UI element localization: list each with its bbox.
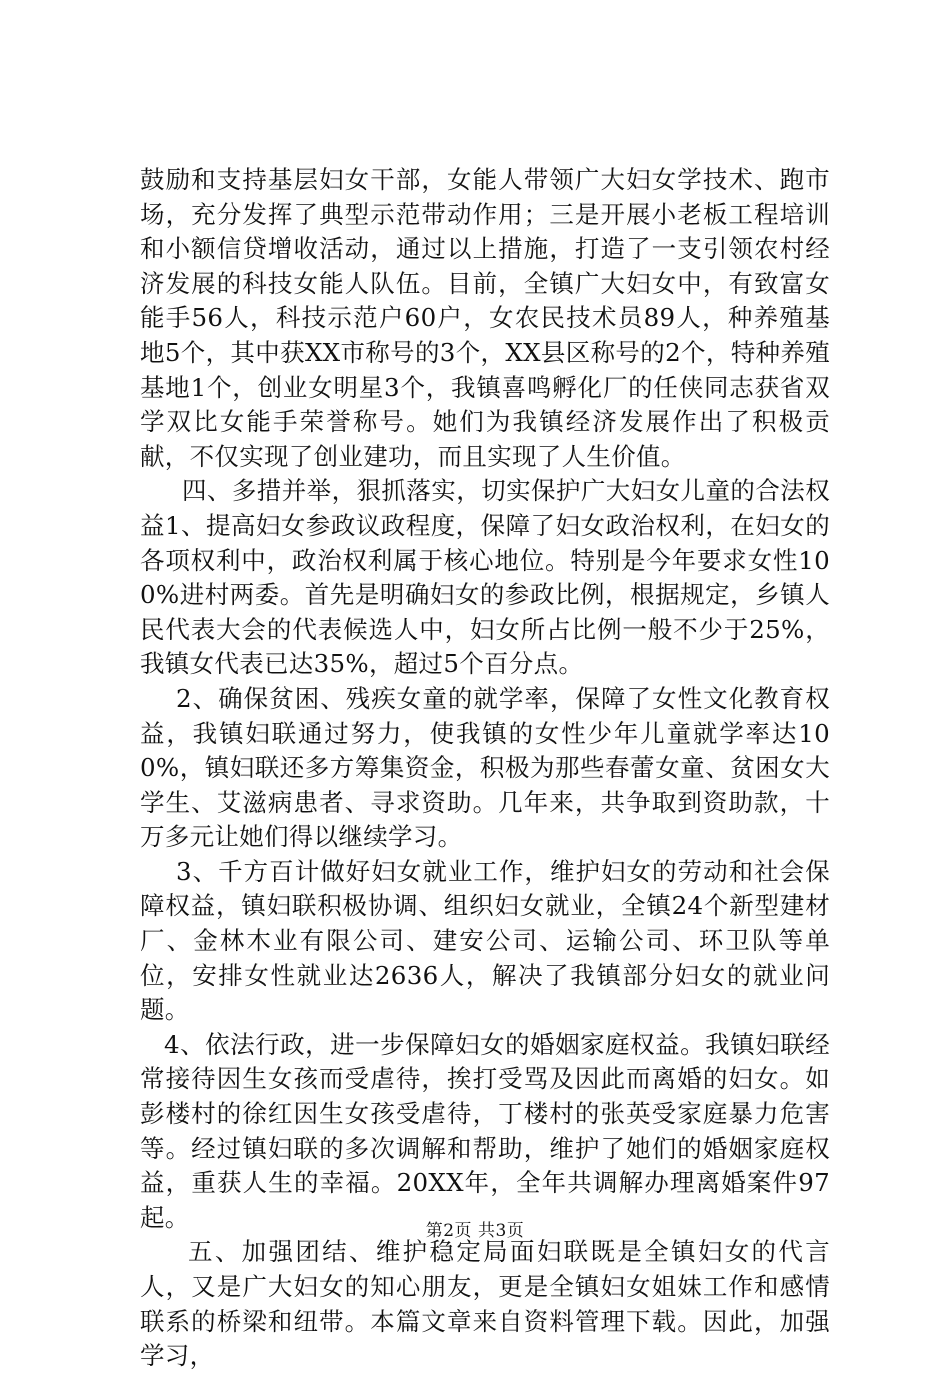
paragraph-girls-education: 2、确保贫困、残疾女童的就学率，保障了女性文化教育权益，我镇妇联通过努力，使我镇的女性少年儿童就学率达100%，镇妇联还多方筹集资金，积极为那些春蕾女童、贫困女大学生、艾滋病患者、寻求资助。几年来，共争取到资助款，十万多元让她们得以继续学习。 bbox=[140, 683, 830, 852]
page-number-footer: 第2页 共3页 bbox=[425, 1221, 525, 1241]
paragraph-women-employment: 3、千方百计做好妇女就业工作，维护妇女的劳动和社会保障权益，镇妇联积极协调、组织妇女就业，全镇24个新型建材厂、金林木业有限公司、建安公司、运输公司、环卫队等单位，安排女性就业达2636人，解决了我镇部分妇女的就业问题。 bbox=[140, 856, 830, 1025]
paragraph-women-talent-team: 鼓励和支持基层妇女干部，女能人带领广大妇女学技术、跑市场，充分发挥了典型示范带动作用；三是开展小老板工程培训和小额信贷增收活动，通过以上措施，打造了一支引领农村经济发展的科技女能人队伍。目前，全镇广大妇女中，有致富女能手56人，科技示范户60户，女农民技术员89人，种养殖基地5个，其中获XX市称号的3个，XX县区称号的2个，特种养殖基地1个，创业女明星3个，我镇喜鸣孵化厂的任侠同志获省双学双比女能手荣誉称号。她们为我镇经济发展作出了积极贡献，不仅实现了创业建功，而且实现了人生价值。 bbox=[140, 165, 830, 471]
paragraph-section-four-political-rights: 四、多措并举，狠抓落实，切实保护广大妇女儿童的合法权益1、提高妇女参政议政程度，保障了妇女政治权利，在妇女的各项权利中，政治权利属于核心地位。特别是今年要求女性100%进村两委。首先是明确妇女的参政比例，根据规定，乡镇人民代表大会的代表候选人中，妇女所占比例一般不少于25%，我镇女代表已达35%，超过5个百分点。 bbox=[140, 476, 830, 679]
paragraph-marriage-family-rights: 4、依法行政，进一步保障妇女的婚姻家庭权益。我镇妇联经常接待因生女孩而受虐待，挨打受骂及因此而离婚的妇女。如彭楼村的徐红因生女孩受虐待，丁楼村的张英受家庭暴力危害等。经过镇妇联的多次调解和帮助，维护了她们的婚姻家庭权益，重获人生的幸福。20XX年，全年共调解办理离婚案件97起。 bbox=[140, 1029, 830, 1232]
paragraph-section-five-unity: 五、加强团结、维护稳定局面妇联既是全镇妇女的代言人，又是广大妇女的知心朋友，更是全镇妇女姐妹工作和感情联系的桥梁和纽带。本篇文章来自资料管理下载。因此，加强学习， bbox=[140, 1237, 830, 1371]
document-body bbox=[140, 163, 830, 1374]
